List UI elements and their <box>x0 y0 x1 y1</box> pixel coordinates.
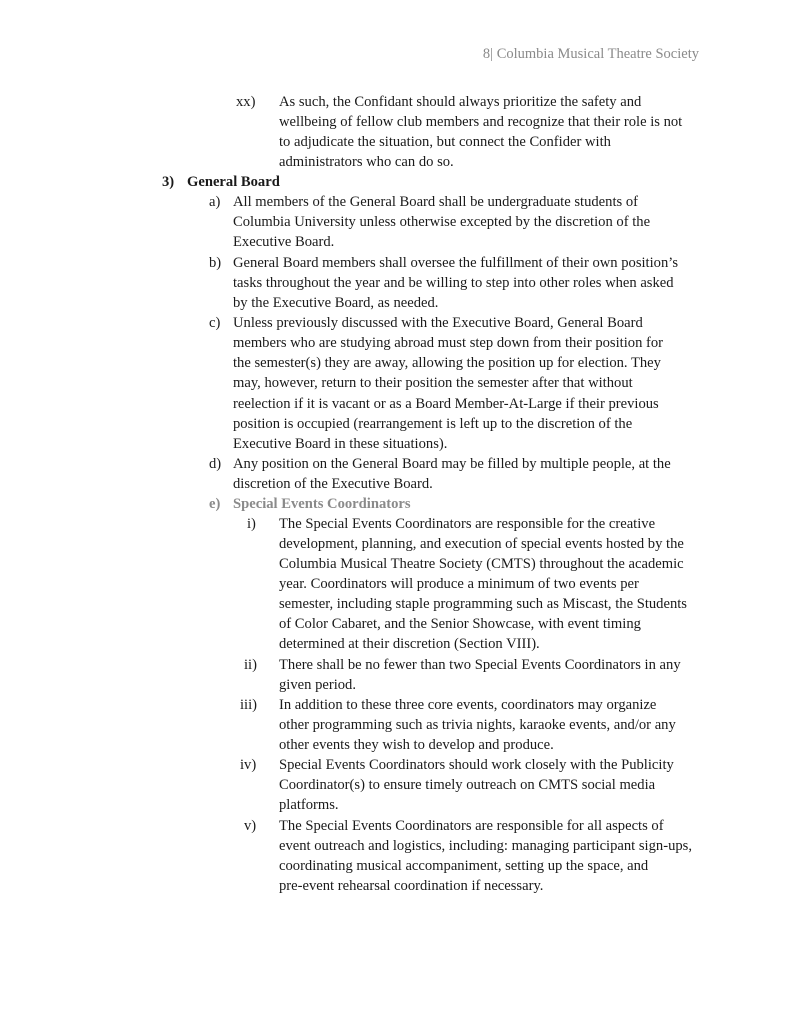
section-marker: 3) <box>162 174 175 190</box>
item-text-line: to adjudicate the situation, but connect the Confider with <box>279 134 611 150</box>
item-marker: xx) <box>236 94 256 110</box>
subitem-text-line: coordinating musical accompaniment, setting up the space, and <box>279 858 649 874</box>
item-text-line: may, however, return to their position the semester after that without <box>233 375 633 391</box>
subitem-text-line: determined at their discretion (Section VIII). <box>279 636 540 652</box>
item-text-line: General Board members shall oversee the fulfillment of their own position’s <box>233 255 678 271</box>
subitem-text-line: Columbia Musical Theatre Society (CMTS) throughout the academic <box>279 556 684 572</box>
subitem-text-line: Coordinator(s) to ensure timely outreach on CMTS social media <box>279 777 656 793</box>
item-text-line: the semester(s) they are away, allowing the position up for election. They <box>233 355 661 371</box>
item-text-line: administrators who can do so. <box>279 154 454 170</box>
item-text-line: As such, the Confidant should always prioritize the safety and <box>279 94 642 110</box>
item-text-line: Executive Board in these situations). <box>233 436 448 452</box>
subitem-text-line: other events they wish to develop and produce. <box>279 737 554 753</box>
item-text-line: by the Executive Board, as needed. <box>233 295 439 311</box>
item-text-line: Unless previously discussed with the Executive Board, General Board <box>233 315 643 331</box>
item-text-line: wellbeing of fellow club members and recognize that their role is not <box>279 114 683 130</box>
item-text-line: tasks throughout the year and be willing to step into other roles when asked <box>233 275 674 291</box>
subitem-text-line: Special Events Coordinators should work closely with the Publicity <box>279 757 674 773</box>
subitem-text-line: The Special Events Coordinators are responsible for the creative <box>279 516 656 532</box>
section-title: General Board <box>187 174 280 190</box>
subitem-text-line: There shall be no fewer than two Special Events Coordinators in any <box>279 657 681 673</box>
subitem-text-line: platforms. <box>279 797 339 813</box>
subitem-marker: iii) <box>240 697 258 713</box>
page-header <box>483 46 699 63</box>
item-marker: c) <box>209 315 221 331</box>
item-text-line: Executive Board. <box>233 234 335 250</box>
subitem-text-line: pre-event rehearsal coordination if necessary. <box>279 878 544 894</box>
item-marker: a) <box>209 194 221 210</box>
subitem-marker: i) <box>247 516 256 532</box>
subitem-text-line: other programming such as trivia nights, karaoke events, and/or any <box>279 717 676 733</box>
item-text-line: reelection if it is vacant or as a Board Member-At-Large if their previous <box>233 396 659 412</box>
item-marker: d) <box>209 456 222 472</box>
subitem-text-line: The Special Events Coordinators are responsible for all aspects of <box>279 818 664 834</box>
item-marker: e) <box>209 496 221 512</box>
subitem-marker: iv) <box>240 757 257 773</box>
subitem-text-line: In addition to these three core events, coordinators may organize <box>279 697 657 713</box>
item-text-line: Any position on the General Board may be filled by multiple people, at the <box>233 456 671 472</box>
header-separator: | <box>490 46 494 62</box>
item-text-line: discretion of the Executive Board. <box>233 476 433 492</box>
item-text-line: members who are studying abroad must step down from their position for <box>233 335 664 351</box>
item-text-line: Columbia University unless otherwise excepted by the discretion of the <box>233 214 651 230</box>
subitem-text-line: semester, including staple programming such as Miscast, the Students <box>279 596 687 612</box>
subitem-text-line: event outreach and logistics, including: managing participant sign-ups, <box>279 838 692 854</box>
subitem-marker: v) <box>244 818 257 834</box>
item-text-line: position is occupied (rearrangement is left up to the discretion of the <box>233 416 633 432</box>
subitem-text-line: development, planning, and execution of special events hosted by the <box>279 536 684 552</box>
subitem-marker: ii) <box>244 657 257 673</box>
subsection-title: Special Events Coordinators <box>233 496 411 512</box>
page-number: 8 <box>482 46 491 62</box>
subitem-text-line: given period. <box>279 677 357 693</box>
subitem-text-line: year. Coordinators will produce a minimum of two events per <box>279 576 639 592</box>
header-org-name: Columbia Musical Theatre Society <box>496 46 699 62</box>
item-text-line: All members of the General Board shall be undergraduate students of <box>233 194 638 210</box>
item-marker: b) <box>209 255 222 271</box>
subitem-text-line: of Color Cabaret, and the Senior Showcase, with event timing <box>279 616 641 632</box>
